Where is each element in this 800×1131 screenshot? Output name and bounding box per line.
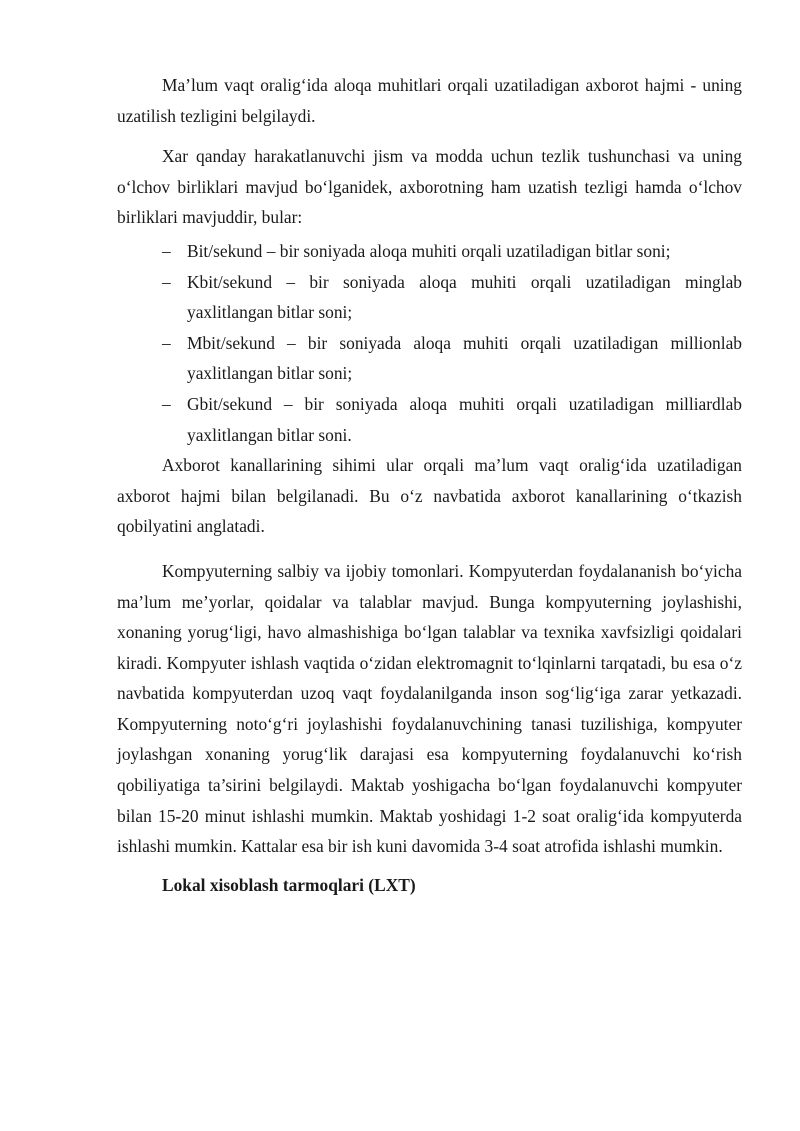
paragraph-computer-health: Kompyuterning salbiy va ijobiy tomonlari. Kompyuterdan foydalananish bo‘yicha ma’lum me’yorlar, qoidalar va talablar mavjud. Bunga kompyuterning joylashishi, xonaning yorug‘ligi, havo almashishiga bo‘lgan talablar va texnika xavfsizligi qoidalari kiradi. Kompyuter ishlash vaqtida o‘zidan elektromagnit to‘lqinlarni tarqatadi, bu esa o‘z navbatida kompyuterdan uzoq vaqt foydalanilganda inson sog‘lig‘iga zarar yetkazadi. Kompyuterning noto‘g‘ri joylashishi foydalanuvchining tanasi tuzilishiga, kompyuter joylashgan xonaning yorug‘lik darajasi esa kompyuterning foydalanuvchi ko‘rish qobiliyatiga ta’sirini belgilaydi. Maktab yoshigacha bo‘lgan foydalanuvchi kompyuter bilan 15-20 minut ishlashi mumkin. Maktab yoshidagi 1-2 soat oralig‘ida kompyuterda ishlashi mumkin. Kattalar esa bir ish kuni davomida 3-4 soat atrofida ishlashi mumkin.: [117, 560, 742, 857]
paragraph-transfer-volume: Ma’lum vaqt oralig‘ida aloqa muhitlari orqali uzatiladigan axborot hajmi - uning uzatilish tezligini belgilaydi.: [117, 75, 742, 126]
list-item: [117, 236, 742, 267]
speed-units-list: [117, 236, 742, 450]
bullet-dash: –: [162, 240, 171, 261]
list-item: [117, 389, 742, 450]
document-body: [117, 70, 742, 900]
list-item-text: Gbit/sekund – bir soniyada aloqa muhiti orqali uzatiladigan milliardlab yaxlitlangan bitlar soni.: [187, 393, 742, 445]
paragraph-speed-units: Xar qanday harakatlanuvchi jism va modda uchun tezlik tushunchasi va uning o‘lchov birliklari mavjud bo‘lganidek, axborotning ham uzatish tezligi hamda o‘lchov birliklari mavjuddir, bular:: [117, 146, 742, 228]
list-item-text: Mbit/sekund – bir soniyada aloqa muhiti orqali uzatiladigan millionlab yaxlitlangan bitlar soni;: [187, 332, 742, 384]
list-item: [117, 328, 742, 389]
list-item-text: Kbit/sekund – bir soniyada aloqa muhiti orqali uzatiladigan minglab yaxlitlangan bitlar soni;: [187, 271, 742, 323]
section-heading: Lokal xisoblash tarmoqlari (LXT): [162, 874, 416, 895]
bullet-dash: –: [162, 332, 171, 353]
list-item: [117, 267, 742, 328]
paragraph-channel-capacity: Axborot kanallarining sihimi ular orqali ma’lum vaqt oralig‘ida uzatiladigan axborot hajmi bilan belgilanadi. Bu o‘z navbatida axborot kanallarining o‘tkazish qobilyatini anglatadi.: [117, 455, 742, 537]
bullet-dash: –: [162, 271, 171, 292]
bullet-dash: –: [162, 393, 171, 414]
list-item-text: Bit/sekund – bir soniyada aloqa muhiti orqali uzatiladigan bitlar soni;: [187, 240, 671, 261]
